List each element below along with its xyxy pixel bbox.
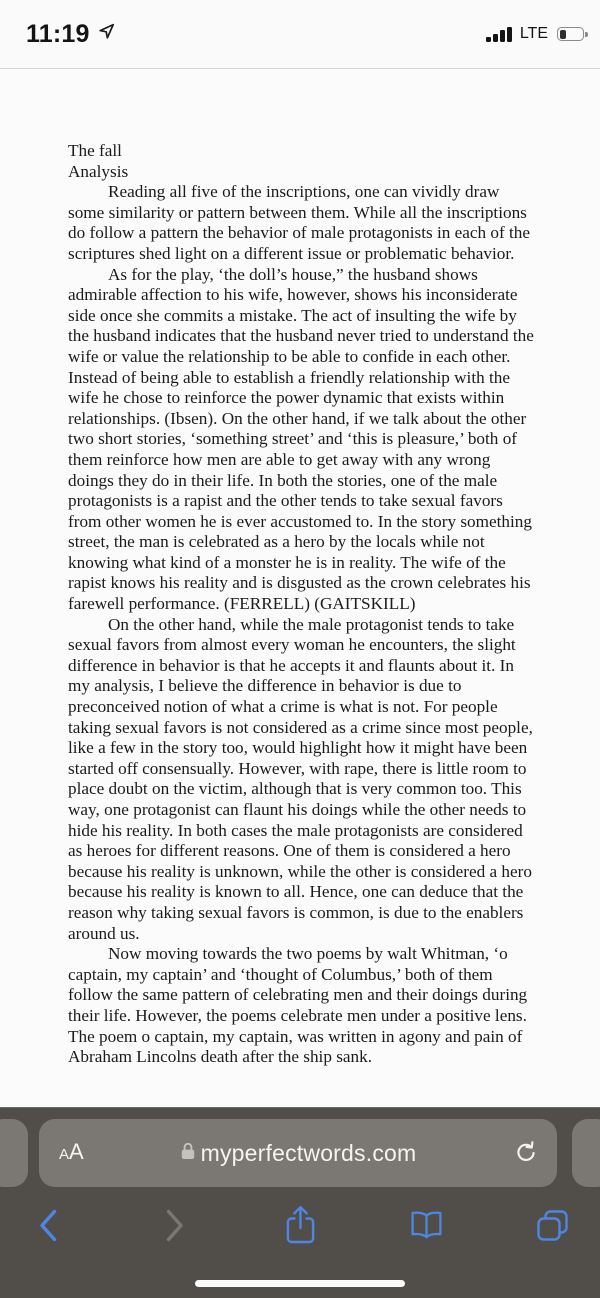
tabs-icon[interactable] — [530, 1204, 574, 1246]
location-arrow-icon — [97, 22, 116, 46]
essay-document — [68, 141, 534, 1068]
paragraph: As for the play, ‘the doll’s house,” the husband shows admirable affection to his wife, however, shows his inconsiderate side once she commits a mistake. The act of insulting the wife by the husband indicates that the husband never tried to understand the wife or value the relationship to be able to confide in each other. Instead of being able to establish a friendly relationship with the wife he chose to reinforce the power dynamic that exists within relationships. (Ibsen). On the other hand, if we talk about the other two short stories, ‘something street’ and ‘this is pleasure,’ both of them reinforce how men are able to get away with any wrong doings they do in their life. In both the stories, one of the male protagonists is a rapist and the other tends to take sexual favors from other women he is ever accustomed to. In the story something street, the man is celebrated as a hero by the locals while not knowing what kind of a monster he is in reality. The wife of the rapist knows his reality and is disgusted as the crown celebrates his farewell performance. (FERRELL) (GAITSKILL) — [68, 264, 534, 614]
paragraph: On the other hand, while the male protagonist tends to take sexual favors from almost every woman he encounters, the slight difference in behavior is that he accepts it and flaunts about it. In my analysis, I believe the difference in behavior is due to preconceived notion of what a crime is what is not. For people taking sexual favors is not considered as a crime since most people, like a few in the story too, would highlight how it might have been started off consensually. However, with rape, there is little room to place doubt on the victim, although that is very common too. This way, one protagonist can flaunt his doings while the other needs to hide his reality. In both cases the male protagonists are considered as heroes for different reasons. One of them is considered a hero because his reality is unknown, while the other is considered a hero because his reality is known to all. Hence, one can deduce that the reason why taking sexual favors is common, is due to the enablers around us. — [68, 614, 533, 943]
battery-icon — [557, 27, 584, 41]
back-icon[interactable] — [26, 1204, 70, 1246]
navigation-row — [0, 1204, 600, 1246]
address-bar[interactable] — [39, 1119, 557, 1187]
doc-title: The fall — [68, 141, 122, 160]
forward-icon[interactable] — [152, 1204, 196, 1246]
doc-subtitle: Analysis — [68, 161, 129, 181]
reader-options-button[interactable]: A A — [59, 1139, 84, 1164]
paragraph: Now moving towards the two poems by walt Whitman, ‘o captain, my captain’ and ‘thought of Columbus,’ both of them follow the same pattern of celebrating men and their doings during their life. However, the poems celebrate men under a positive lens. The poem o captain, my captain, was written in agony and pain of Abraham Lincolns death after the ship sank. — [68, 944, 528, 1067]
share-icon[interactable] — [278, 1204, 322, 1246]
paragraph: Reading all five of the inscriptions, one can vividly draw some similarity or pattern between them. While all the inscriptions do follow a pattern the behavior of male protagonists in each of the scriptures shed light on a different issue or problematic behavior. — [68, 182, 531, 263]
home-indicator[interactable] — [195, 1280, 405, 1287]
url-text: myperfectwords.com — [200, 1139, 417, 1166]
signal-bars-icon — [486, 27, 512, 42]
status-bar — [0, 0, 600, 69]
clock: 11:19 — [26, 19, 90, 48]
address-bar-row — [0, 1119, 600, 1187]
previous-tab-address-stub[interactable] — [0, 1119, 28, 1187]
lock-icon — [180, 1141, 196, 1166]
safari-bottom-toolbar — [0, 1107, 600, 1298]
next-tab-address-stub[interactable] — [572, 1119, 600, 1187]
network-type-label: LTE — [519, 25, 548, 42]
document-body — [68, 182, 534, 1068]
reload-icon[interactable] — [513, 1140, 539, 1166]
bookmarks-icon[interactable] — [404, 1204, 448, 1246]
